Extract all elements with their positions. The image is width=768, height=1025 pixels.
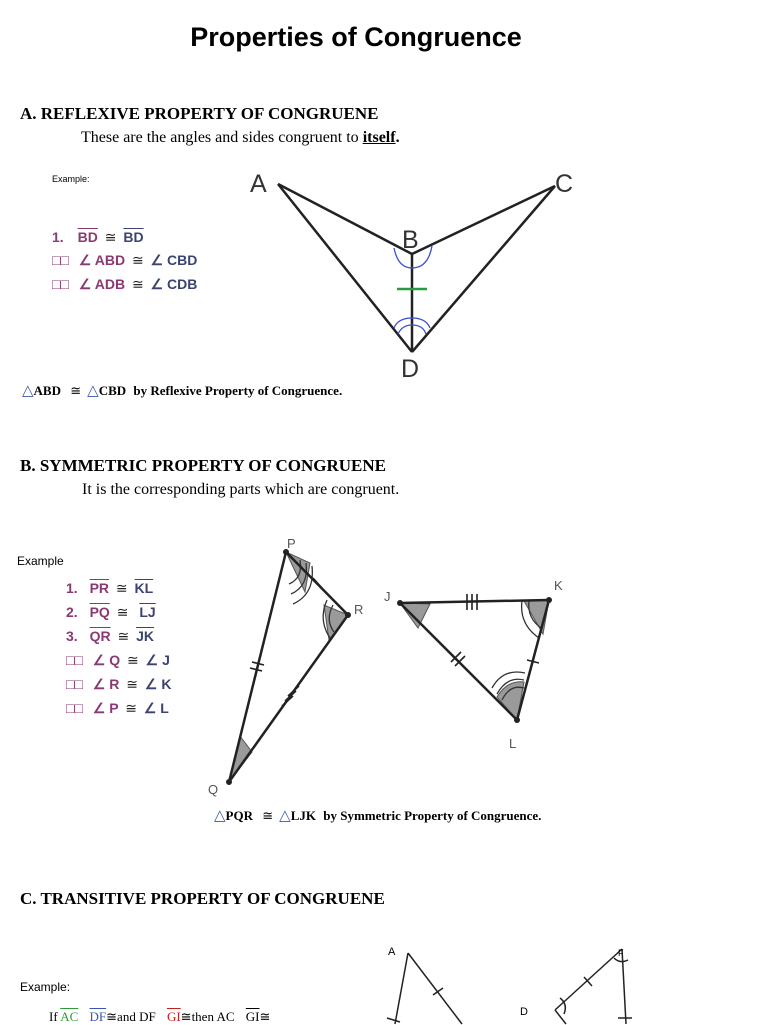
statement-right: ∠ K (144, 676, 172, 692)
congruent-symbol: ≅ (131, 252, 144, 268)
congruent-symbol: ≅ (180, 1009, 192, 1024)
congruent-symbol: ≅ (127, 652, 139, 668)
statement-number: 2. (66, 604, 78, 620)
statement-right: $\overline{BD}$ (123, 229, 144, 245)
triangle-symbol: △ (214, 808, 226, 824)
section-b-heading: B. SYMMETRIC PROPERTY OF CONGRUENE (20, 456, 387, 475)
section-c-example-label: Example: (20, 980, 71, 994)
and-text: and DF (117, 1009, 156, 1024)
statement-prefix: □□ (66, 700, 83, 716)
statement-left: ∠ P (92, 700, 119, 716)
label-d-c: D (520, 1006, 528, 1018)
segment-f-right (622, 949, 626, 1024)
label-c: C (555, 170, 574, 198)
label-q: Q (208, 782, 219, 797)
congruent-symbol: ≅ (126, 676, 138, 692)
then-text: then AC (191, 1009, 235, 1024)
statement-left: ∠ ABD (78, 252, 126, 268)
congruent-symbol: ≅ (115, 580, 128, 596)
statement-left: $\overline{PQ}$ (89, 604, 110, 620)
statement-right: ∠ L (143, 700, 169, 716)
label-b: B (402, 226, 419, 254)
segment-f-left (555, 949, 622, 1010)
congruent-symbol: ≅ (70, 383, 82, 398)
statement-number: 1. (66, 580, 78, 596)
section-a-desc-prefix: These are the angles and sides congruent to (81, 129, 363, 146)
segment-a-right (408, 953, 462, 1024)
triangle-symbol: △ (279, 808, 291, 824)
statement-prefix: □□ (66, 676, 83, 692)
statement-left: $\overline{PR}$ (89, 580, 110, 596)
label-a-c: A (388, 946, 396, 958)
conclusion-reason: by Reflexive Property of Congruence. (133, 383, 343, 398)
conclusion-right: CBD (98, 383, 127, 398)
section-a-heading: A. REFLEXIVE PROPERTY OF CONGRUENE (20, 104, 379, 123)
statement-left: $\overline{BD}$ (77, 229, 98, 245)
label-a: A (250, 170, 267, 198)
label-k: K (554, 578, 563, 593)
congruent-symbol: ≅ (106, 1009, 118, 1024)
section-b-example-label: Example (17, 554, 64, 568)
section-b-description: It is the corresponding parts which are congruent. (82, 481, 400, 498)
conclusion-left: ABD (33, 383, 61, 398)
statement-number: 1. (52, 229, 64, 245)
if-word: If (49, 1009, 61, 1024)
congruent-symbol: ≅ (125, 700, 137, 716)
label-l: L (509, 736, 517, 751)
triangle-symbol: △ (87, 383, 99, 399)
segment-ac-text: $\overline{AC}$ (60, 1009, 79, 1024)
congruent-symbol: ≅ (117, 628, 130, 644)
statement-right: $\overline{LJ}$ (139, 604, 156, 620)
triangle-symbol: △ (22, 383, 34, 399)
tick-c-2 (387, 1018, 400, 1022)
page-title: Properties of Congruence (190, 22, 522, 52)
statement-right: ∠ J (145, 652, 170, 668)
statement-right: $\overline{JK}$ (136, 628, 154, 644)
statement-right: $\overline{KL}$ (134, 580, 154, 596)
label-r: R (354, 602, 364, 617)
statement-right: ∠ CDB (150, 276, 198, 292)
section-a-desc-emphasis: itself (362, 129, 396, 146)
statement-prefix: □□ (66, 652, 83, 668)
label-p: P (287, 536, 296, 551)
conclusion-right: LJK (290, 808, 316, 823)
segment-gi-text-2: $\overline{GI}$ (245, 1009, 260, 1024)
label-d: D (401, 355, 420, 383)
conclusion-reason: by Symmetric Property of Congruence. (323, 808, 542, 823)
statement-right: ∠ CBD (150, 252, 198, 268)
statement-left: ∠ Q (92, 652, 121, 668)
statement-number: 3. (66, 628, 78, 644)
section-a-example-label: Example: (52, 174, 90, 184)
congruent-symbol: ≅ (131, 276, 144, 292)
statement-left: ∠ ADB (78, 276, 126, 292)
congruent-symbol: ≅ (116, 604, 129, 620)
segment-df-text: $\overline{DF}$ (89, 1009, 107, 1024)
statement-prefix: □□ (52, 252, 69, 268)
congruent-symbol: ≅ (259, 1009, 271, 1024)
section-c-heading: C. TRANSITIVE PROPERTY OF CONGRUENE (20, 889, 385, 908)
conclusion-left: PQR (225, 808, 253, 823)
statement-left: $\overline{QR}$ (89, 628, 111, 644)
label-j: J (384, 589, 391, 604)
congruent-symbol: ≅ (104, 229, 117, 245)
congruent-symbol: ≅ (262, 808, 274, 823)
statement-prefix: □□ (52, 276, 69, 292)
statement-left: ∠ R (92, 676, 120, 692)
segment-gi-text: $\overline{GI}$ (166, 1009, 181, 1024)
label-f-c: F (618, 948, 624, 958)
arc-f (614, 958, 628, 962)
segment-a-left (395, 953, 408, 1024)
section-a-desc-suffix: . (395, 129, 400, 146)
